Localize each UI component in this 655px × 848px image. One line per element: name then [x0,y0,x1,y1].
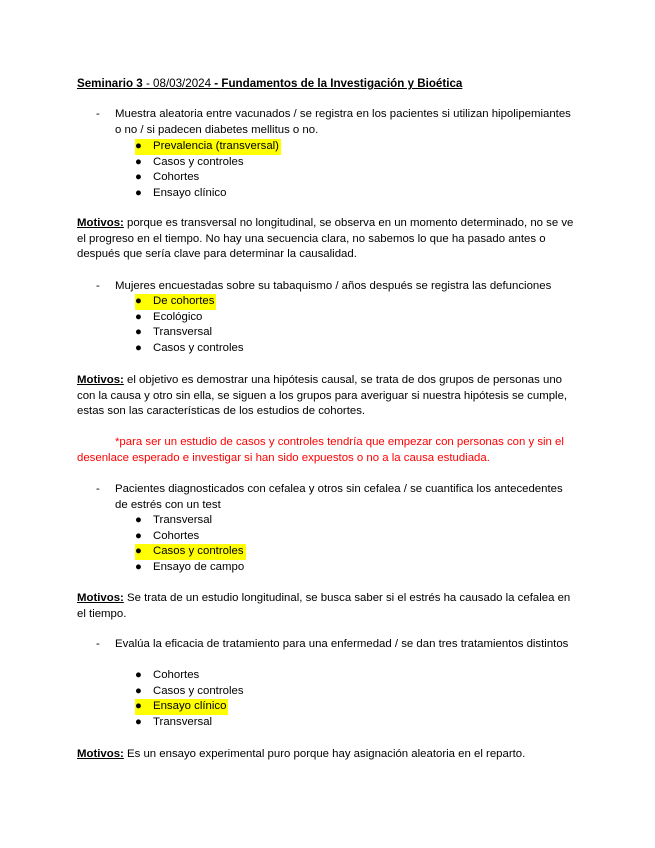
option-label: Casos y controles [153,545,244,558]
bullet-icon: ● [135,295,142,307]
question-text: Mujeres encuestadas sobre su tabaquismo / años después se registra las defunciones [115,280,552,292]
motivo-text: el objetivo es demostrar una hipótesis causal, se trata de dos grupos de personas uno con la causa y otro sin ella, se siguen a los grupos para averiguar si nuestra hipótesis se cumple, estas son las características de los estudios de cohortes. [77,374,568,418]
bullet-icon: ● [135,715,142,728]
option-label: Cohortes [153,669,200,681]
bullet-icon: ● [135,545,142,558]
option-item [135,513,246,529]
option-label: Transversal [153,514,213,526]
option-item [135,560,246,576]
motivo-text: Se trata de un estudio longitudinal, se busca saber si el estrés ha causado la cefalea en el tiempo. [77,592,571,620]
options-list-1 [135,139,281,201]
option-item [135,294,216,310]
question-1 [96,107,576,138]
option-item [135,155,281,171]
dash-marker: - [96,108,100,120]
option-label: De cohortes [153,295,215,307]
options-list-2 [135,294,244,356]
option-item [135,668,244,684]
option-item [135,139,281,155]
option-label: Casos y controles [153,155,244,168]
option-item [135,341,244,357]
bullet-icon: ● [135,560,142,573]
question-4 [96,637,576,653]
option-label: Cohortes [153,171,200,184]
bullet-icon: ● [135,326,142,339]
bullet-icon: ● [135,514,142,526]
option-item [135,310,244,326]
option-item [135,684,244,700]
seminar-topic: Fundamentos de la Investigación y Bioética [221,77,463,90]
bullet-icon: ● [135,155,142,168]
page-title [77,77,462,90]
bullet-icon: ● [135,310,142,323]
question-text: Muestra aleatoria entre vacunados / se registra en los pacientes si utilizan hipolipemiantes o no / si padecen diabetes mellitus o no. [115,108,571,136]
red-note: *para ser un estudio de casos y controles tendría que empezar con personas con y sin el desenlace esperado e investigar si han sido expuestos o no a la causa estudiada. [77,436,564,464]
option-item [135,699,228,715]
dash-marker: - [96,638,100,650]
option-label: Cohortes [153,529,200,542]
title-separator: - [142,77,154,90]
motivo-paragraph-4 [77,747,580,763]
question-3 [96,482,576,513]
motivo-label: Motivos: [77,748,124,760]
bullet-icon: ● [135,186,142,199]
motivo-text: Es un ensayo experimental puro porque hay asignación aleatoria en el reparto. [123,748,526,760]
option-label: Transversal [153,326,213,339]
bullet-icon: ● [135,341,142,354]
motivo-label: Motivos: [77,374,124,386]
motivo-text: porque es transversal no longitudinal, se observa en un momento determinado, no se ve el progreso en el tiempo. No hay una secuencia clara, no sabemos lo que ha pasado antes o después que sería clave para determinar la causalidad. [77,217,574,261]
option-label: Prevalencia (transversal) [153,140,279,152]
motivo-paragraph-1 [77,216,580,263]
option-label: Ensayo clínico [153,186,227,199]
option-label: Ensayo de campo [153,560,245,573]
options-list-3 [135,513,246,575]
bullet-icon: ● [135,700,142,713]
seminar-date: 08/03/2024 [153,77,212,90]
question-text: Pacientes diagnosticados con cefalea y otros sin cefalea / se cuantifica los antecedentes de estrés con un test [115,483,563,511]
bullet-icon: ● [135,140,142,152]
dash-marker: - [96,280,100,292]
options-list-4 [135,668,244,730]
option-label: Transversal [153,715,213,728]
seminar-label: Seminario 3 [77,77,143,90]
option-item [135,186,281,202]
option-item [135,529,246,545]
question-2 [96,279,576,295]
motivo-paragraph-3 [77,591,580,622]
option-item [135,715,244,731]
option-label: Casos y controles [153,684,244,697]
motivo-label: Motivos: [77,217,124,229]
bullet-icon: ● [135,529,142,542]
bullet-icon: ● [135,171,142,184]
option-label: Casos y controles [153,341,244,354]
option-label: Ensayo clínico [153,700,227,713]
motivo-label: Motivos: [77,592,124,604]
option-item [135,170,281,186]
option-item [135,544,246,560]
bullet-icon: ● [135,669,142,681]
question-text: Evalúa la eficacia de tratamiento para una enfermedad / se dan tres tratamientos distintos [115,638,569,650]
title-separator: - [211,77,222,90]
dash-marker: - [96,483,100,495]
motivo-paragraph-2 [77,373,580,420]
bullet-icon: ● [135,684,142,697]
option-item [135,325,244,341]
option-label: Ecológico [153,310,203,323]
